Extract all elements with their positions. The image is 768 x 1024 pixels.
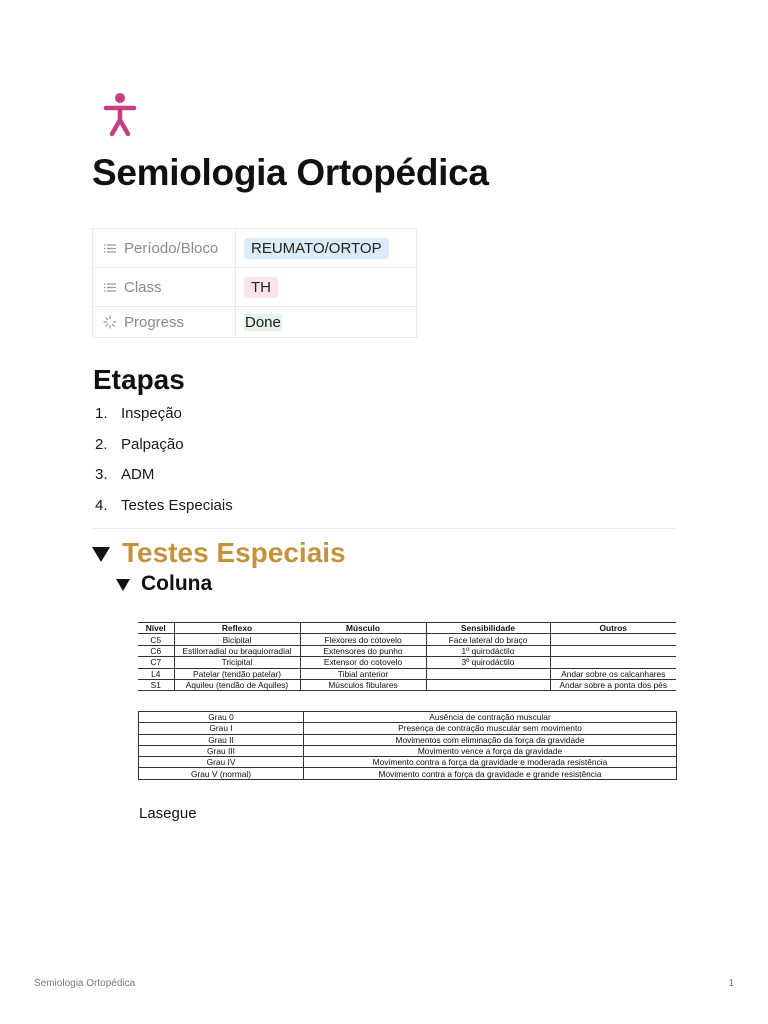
table-header-row	[138, 623, 676, 634]
property-label: Class	[124, 278, 162, 296]
table-row: Grau II Movimentos com eliminação da força da gravidade	[139, 734, 677, 745]
toggle-coluna[interactable]	[116, 572, 212, 596]
property-value[interactable]	[236, 307, 417, 338]
table-row: L4 Patelar (tendão patelar) Tibial anterior Andar sobre os calcanhares	[138, 668, 676, 679]
property-row[interactable]	[93, 307, 417, 338]
list-icon	[103, 280, 117, 294]
property-label: Período/Bloco	[124, 239, 219, 257]
property-key	[93, 268, 236, 307]
property-row[interactable]	[93, 229, 417, 268]
column-header: Nível	[138, 623, 174, 634]
table-row: C7 Tricipital Extensor do cotovelo 3º quirodáctilo	[138, 657, 676, 668]
etapas-heading: Etapas	[93, 364, 185, 395]
table-row: C6 Estilorradial ou braquiorradial Extensores do punho 1º quirodáctilo	[138, 645, 676, 656]
property-label: Progress	[124, 313, 185, 331]
list-item: 2. Palpação	[95, 435, 184, 453]
divider	[92, 528, 676, 529]
toggle-testes-especiais[interactable]	[92, 537, 346, 569]
toggle-heading: Testes Especiais	[122, 537, 346, 568]
list-item: 4. Testes Especiais	[95, 496, 233, 514]
table-row: Grau 0 Ausência de contração muscular	[139, 712, 677, 723]
lasegue-text: Lasegue	[139, 805, 197, 822]
property-value[interactable]	[236, 268, 417, 307]
select-tag: TH	[244, 277, 278, 298]
loading-icon	[103, 315, 117, 329]
table-row: S1 Aquileu (tendão de Aquiles) Músculos fibulares Andar sobre a ponta dos pés	[138, 679, 676, 690]
column-header: Músculo	[300, 623, 426, 634]
column-header: Reflexo	[174, 623, 300, 634]
property-row[interactable]	[93, 268, 417, 307]
list-item: 1. Inspeção	[95, 405, 182, 422]
table-row: Grau III Movimento vence a força da gravidade	[139, 745, 677, 756]
triangle-down-icon[interactable]	[116, 579, 130, 591]
property-value[interactable]	[236, 229, 417, 268]
properties-table	[92, 228, 417, 338]
footer-title: Semiologia Ortopédica	[34, 978, 136, 989]
list-item: 3. ADM	[95, 466, 155, 483]
person-standing-icon	[100, 92, 140, 138]
column-header: Outros	[550, 623, 676, 634]
property-key	[93, 307, 236, 338]
table-row: Grau I Presença de contração muscular sem movimento	[139, 723, 677, 734]
column-header: Sensibilidade	[426, 623, 550, 634]
property-key	[93, 229, 236, 268]
triangle-down-icon[interactable]	[92, 547, 110, 562]
reflex-table	[138, 622, 676, 691]
page-number: 1	[728, 978, 734, 989]
page-title: Semiologia Ortopédica	[92, 152, 489, 193]
status-value: Done	[245, 313, 281, 331]
select-tag: REUMATO/ORTOP	[244, 238, 389, 259]
table-row: Grau V (normal) Movimento contra a força da gravidade e grande resistência	[139, 768, 677, 779]
table-row: C5 Bicipital Flexores do cotovelo Face lateral do braço	[138, 634, 676, 645]
toggle-subheading: Coluna	[141, 572, 213, 595]
table-row: Grau IV Movimento contra a força da gravidade e moderada resistência	[139, 757, 677, 768]
strength-grade-table	[138, 711, 677, 780]
etapas-list	[95, 405, 233, 527]
list-icon	[103, 241, 117, 255]
